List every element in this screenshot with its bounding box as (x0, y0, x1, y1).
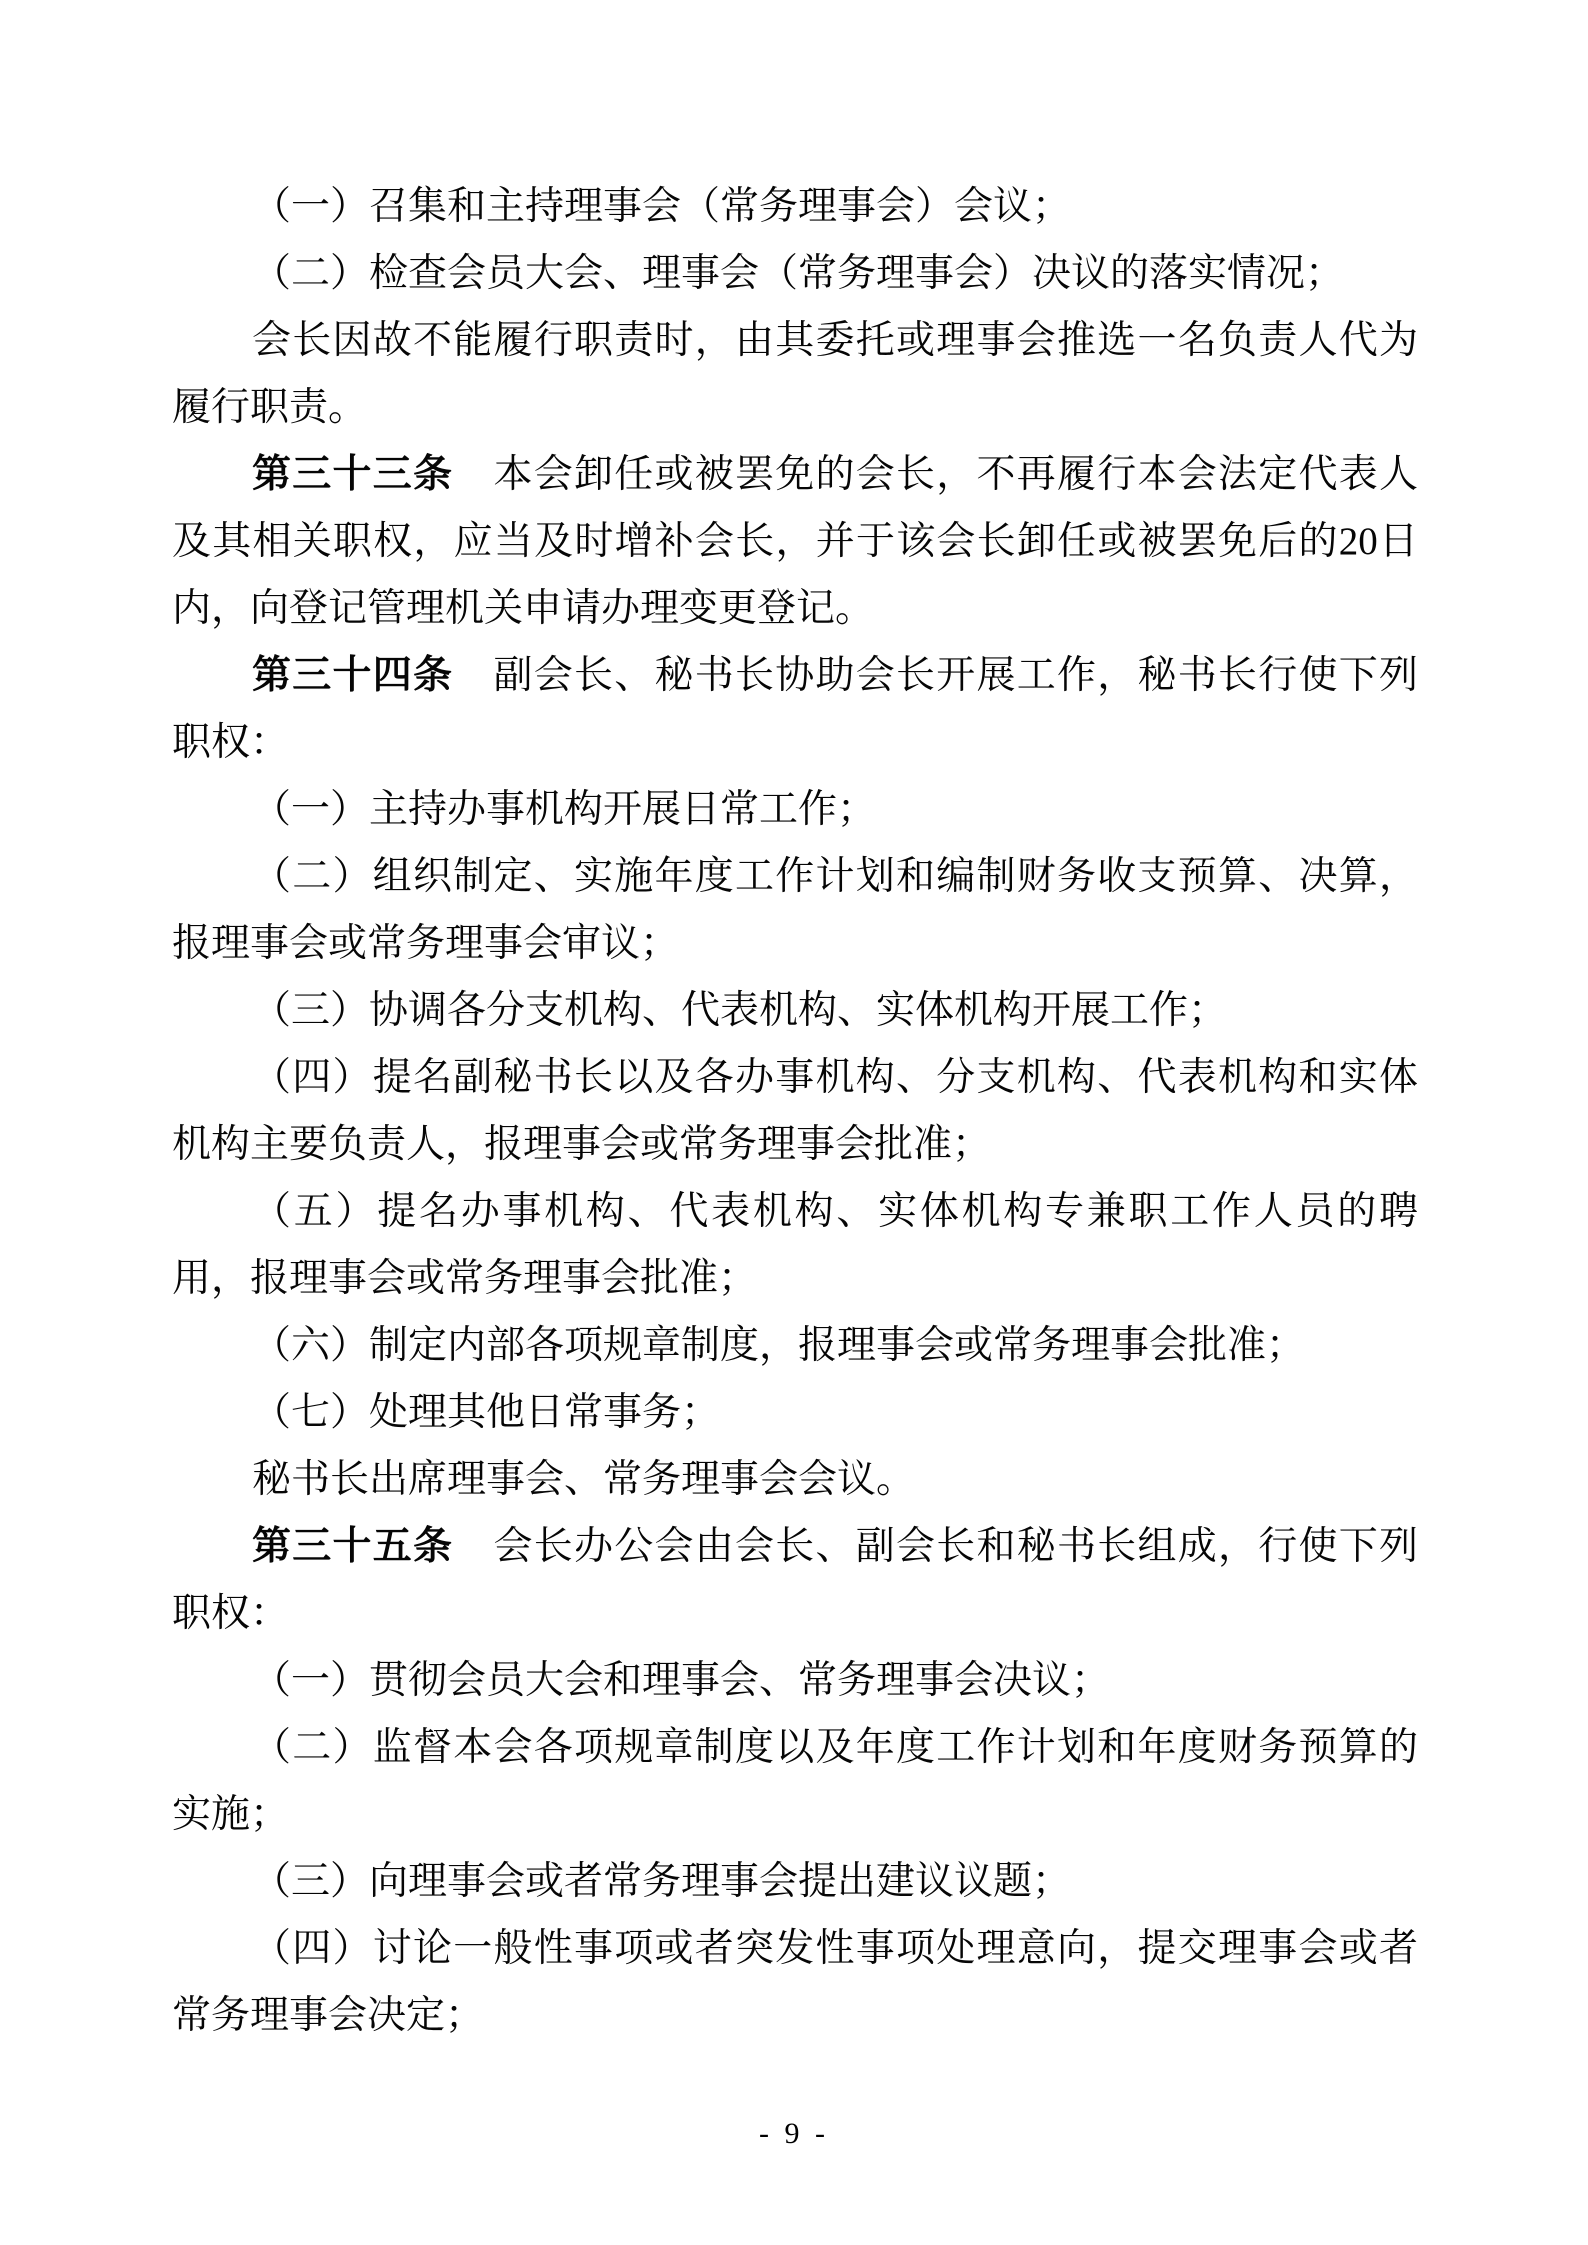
document-line (172, 843, 1418, 910)
document-line (172, 1580, 1418, 1647)
text-run: 副会长、秘书长协助会长开展工作，秘书长行使下列 (453, 654, 1418, 697)
text-run: （一）贯彻会员大会和理事会、常务理事会决议； (252, 1659, 1111, 1702)
page-number: - 9 - (759, 2117, 829, 2150)
text-run: （五）提名办事机构、代表机构、实体机构专兼职工作人员的聘 (252, 1190, 1418, 1233)
article-heading-run: 第三十三条 (252, 453, 454, 496)
document-line (172, 1178, 1418, 1245)
document-line (172, 1312, 1418, 1379)
text-run: 实施； (172, 1793, 290, 1836)
document-line (172, 1044, 1418, 1111)
text-run: 职权： (172, 1592, 290, 1635)
document-line (172, 374, 1418, 441)
article-heading-run: 第三十四条 (252, 654, 454, 697)
text-run: 履行职责。 (172, 386, 368, 429)
document-line (172, 1647, 1418, 1714)
text-run: （二）监督本会各项规章制度以及年度工作计划和年度财务预算的 (252, 1726, 1418, 1769)
text-run: （四）讨论一般性事项或者突发性事项处理意向，提交理事会或者 (252, 1927, 1418, 1970)
text-run: （七）处理其他日常事务； (252, 1391, 721, 1434)
text-run: 职权： (172, 721, 290, 764)
text-run: 用，报理事会或常务理事会批准； (172, 1257, 758, 1300)
document-line (172, 1848, 1418, 1915)
document-line (172, 441, 1418, 508)
text-run: （一）召集和主持理事会（常务理事会）会议； (252, 185, 1072, 228)
document-line (172, 642, 1418, 709)
document-line (172, 508, 1418, 575)
document-body (172, 173, 1418, 2049)
document-line (172, 1781, 1418, 1848)
text-run: 秘书长出席理事会、常务理事会会议。 (252, 1458, 916, 1501)
document-line (172, 1379, 1418, 1446)
document-line (172, 307, 1418, 374)
document-line (172, 709, 1418, 776)
document-line (172, 1513, 1418, 1580)
text-run: 报理事会或常务理事会审议； (172, 922, 680, 965)
text-run: 及其相关职权，应当及时增补会长，并于该会长卸任或被罢免后的20日 (172, 520, 1418, 563)
document-line (172, 1714, 1418, 1781)
document-line (172, 1915, 1418, 1982)
document-line (172, 1446, 1418, 1513)
text-run: 会长因故不能履行职责时，由其委托或理事会推选一名负责人代为 (252, 319, 1418, 362)
text-run: （六）制定内部各项规章制度，报理事会或常务理事会批准； (252, 1324, 1306, 1367)
document-line (172, 1245, 1418, 1312)
document-line (172, 910, 1418, 977)
document-line (172, 1982, 1418, 2049)
text-run: （二）组织制定、实施年度工作计划和编制财务收支预算、决算， (252, 855, 1418, 898)
text-run: 机构主要负责人，报理事会或常务理事会批准； (172, 1123, 992, 1166)
text-run: （一）主持办事机构开展日常工作； (252, 788, 877, 831)
text-run: 内，向登记管理机关申请办理变更登记。 (172, 587, 875, 630)
text-run: （三）向理事会或者常务理事会提出建议议题； (252, 1860, 1072, 1903)
document-line (172, 977, 1418, 1044)
document-line (172, 1111, 1418, 1178)
text-run: （四）提名副秘书长以及各办事机构、分支机构、代表机构和实体 (252, 1056, 1418, 1099)
document-line (172, 575, 1418, 642)
text-run: 本会卸任或被罢免的会长，不再履行本会法定代表人 (453, 453, 1418, 496)
article-heading-run: 第三十五条 (252, 1525, 454, 1568)
text-run: 常务理事会决定； (172, 1994, 485, 2037)
text-run: 会长办公会由会长、副会长和秘书长组成，行使下列 (453, 1525, 1418, 1568)
text-run: （二）检查会员大会、理事会（常务理事会）决议的落实情况； (252, 252, 1345, 295)
document-line (172, 240, 1418, 307)
text-run: （三）协调各分支机构、代表机构、实体机构开展工作； (252, 989, 1228, 1032)
document-line (172, 173, 1418, 240)
document-line (172, 776, 1418, 843)
